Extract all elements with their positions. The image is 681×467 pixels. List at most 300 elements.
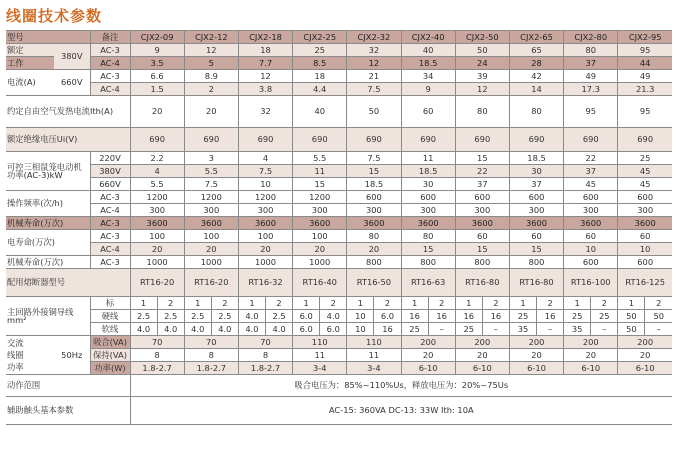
value-cell: 49 [618,70,672,83]
value-cell: 600 [564,191,618,204]
value-cell: 690 [401,128,455,152]
value-cell: 60 [401,96,455,128]
wire-value: 1 [509,297,536,310]
value-cell: RT16-32 [238,269,292,297]
wire-value: 1 [130,297,157,310]
wire-value: 2 [266,297,293,310]
value-cell: 65 [509,44,563,57]
wire-value: 2 [211,297,238,310]
ith-label: 约定自由空气发热电流Ith(A) [6,96,130,128]
wire-soft [6,323,672,336]
wire-value: 4.0 [157,323,184,336]
value-cell: 600 [618,191,672,204]
wire-value: 25 [591,310,618,323]
value-cell: 11 [293,349,347,362]
value-cell: 200 [401,336,455,349]
value-cell: 20 [130,243,184,256]
value-cell: 3600 [293,217,347,230]
value-cell: RT16-50 [347,269,401,297]
power-row [6,165,672,178]
value-cell: 9 [401,83,455,96]
wire-value: 16 [537,310,564,323]
mech1-row [6,217,672,230]
action-text: 吸合电压为：85%~110%Us，释放电压为：20%~75Us [130,375,672,397]
value-cell: 15 [401,243,455,256]
value-cell: 800 [455,256,509,269]
wire-value: 2 [645,297,672,310]
wire-value: 1 [238,297,265,310]
wire-value: 2 [320,297,347,310]
value-cell: 1000 [130,256,184,269]
value-cell: 21 [347,70,401,83]
value-cell: 20 [618,349,672,362]
sub-label: AC-3 [90,217,130,230]
model-header: CJX2-95 [618,31,672,44]
value-cell: 2 [184,83,238,96]
freq-ac3 [6,191,672,204]
sub-label: AC-3 [90,70,130,83]
value-cell: 3 [184,152,238,165]
value-cell: 690 [184,128,238,152]
wire-value: 50 [618,323,645,336]
wire-label: 主回路外接铜导线mm² [6,297,90,336]
value-cell: 20 [238,243,292,256]
ith-row [6,96,672,128]
wire-value: 35 [564,323,591,336]
wire-std-label: 标 [90,297,130,310]
coil-pull-label: 吸合(VA) [90,336,130,349]
rated-row [6,44,672,57]
value-cell: 34 [401,70,455,83]
value-cell: 1.8-2.7 [238,362,292,375]
value-cell: 690 [564,128,618,152]
value-cell: 20 [455,349,509,362]
value-cell: 3-4 [347,362,401,375]
wire-value: 1 [618,297,645,310]
value-cell: 60 [564,230,618,243]
value-cell: 44 [618,57,672,70]
wire-value: – [645,323,672,336]
value-cell: 8 [130,349,184,362]
value-cell: 21.3 [618,83,672,96]
value-cell: 1200 [130,191,184,204]
value-cell: 60 [618,230,672,243]
value-cell: 22 [564,152,618,165]
value-cell: 600 [347,191,401,204]
sub-label: AC-4 [90,83,130,96]
value-cell: 11 [401,152,455,165]
action-row [6,375,672,397]
value-cell: 3600 [184,217,238,230]
value-cell: 20 [293,243,347,256]
value-cell: 10 [238,178,292,191]
value-cell: 300 [455,204,509,217]
wire-value: 10 [347,310,374,323]
value-cell: 70 [130,336,184,349]
rated-label: 额定 [6,44,54,57]
value-cell: 7.5 [347,83,401,96]
value-cell: 45 [564,178,618,191]
value-cell: 3600 [347,217,401,230]
value-cell: 60 [509,230,563,243]
fuse-label: 配用熔断器型号 [6,269,130,297]
value-cell: 5.5 [130,178,184,191]
value-cell: 37 [509,178,563,191]
value-cell: 300 [347,204,401,217]
value-cell: 1.8-2.7 [184,362,238,375]
value-cell: 300 [401,204,455,217]
wire-value: 2 [157,297,184,310]
value-cell: 690 [455,128,509,152]
model-header: CJX2-80 [564,31,618,44]
value-cell: 15 [509,243,563,256]
value-cell: 600 [564,256,618,269]
value-cell: 80 [401,230,455,243]
coil-parameters-table [6,30,672,425]
current-label: 电流(A) [6,70,54,96]
value-cell: 25 [618,152,672,165]
value-cell: 7.5 [347,152,401,165]
value-cell: 10 [564,243,618,256]
sub-label: AC-4 [90,204,130,217]
wire-hard [6,310,672,323]
value-cell: 100 [293,230,347,243]
aux-label: 辅助触头基本参数 [6,397,130,425]
wire-value: – [591,323,618,336]
value-cell: 12 [184,44,238,57]
value-cell: 300 [618,204,672,217]
elec-life-label: 电寿命(万次) [6,230,90,256]
value-cell: 300 [509,204,563,217]
sub-label: AC-3 [90,256,130,269]
coil-power-label: 功率(W) [90,362,130,375]
wire-value: 4.0 [211,323,238,336]
note-label: 备注 [90,31,130,44]
coil-label-line: 交流 [7,338,24,348]
action-label: 动作范围 [6,375,130,397]
value-cell: 15 [455,243,509,256]
value-cell: 70 [238,336,292,349]
wire-value: 35 [509,323,536,336]
current660-ac3 [6,70,672,83]
value-cell: RT16-80 [509,269,563,297]
current660-ac4 [6,83,672,96]
value-cell: 3600 [455,217,509,230]
value-cell: 3600 [618,217,672,230]
value-cell: 8 [238,349,292,362]
wire-value: 2.5 [130,310,157,323]
value-cell: 95 [564,96,618,128]
value-cell: 800 [347,256,401,269]
value-cell: 15 [455,152,509,165]
value-cell: 6-10 [401,362,455,375]
value-cell: 6.6 [130,70,184,83]
value-cell: 4 [238,152,292,165]
wire-value: 1 [564,297,591,310]
value-cell: 24 [455,57,509,70]
value-cell: 18 [238,44,292,57]
value-cell: 80 [564,44,618,57]
value-cell: RT16-20 [184,269,238,297]
wire-soft-label: 软线 [90,323,130,336]
wire-value: 4.0 [130,323,157,336]
wire-value: 1 [401,297,428,310]
model-header: CJX2-40 [401,31,455,44]
value-cell: 45 [618,165,672,178]
value-cell: 17.3 [564,83,618,96]
wire-value: 2 [428,297,455,310]
value-cell: 7.7 [238,57,292,70]
power-voltage: 220V [90,152,130,165]
sub-label: AC-3 [90,191,130,204]
wire-value: 2 [482,297,509,310]
value-cell: 7.5 [184,178,238,191]
value-cell: 20 [130,96,184,128]
value-cell: 11 [293,165,347,178]
value-cell: 20 [347,243,401,256]
value-cell: 690 [293,128,347,152]
value-cell: 690 [130,128,184,152]
model-header: CJX2-09 [130,31,184,44]
wire-value: 4.0 [238,323,265,336]
value-cell: 300 [130,204,184,217]
model-header: CJX2-18 [238,31,292,44]
value-cell: 20 [509,349,563,362]
wire-std [6,297,672,310]
wire-value: 2.5 [157,310,184,323]
value-cell: 690 [509,128,563,152]
value-cell: 95 [618,96,672,128]
value-cell: 18.5 [401,57,455,70]
value-cell: 5.5 [184,165,238,178]
value-cell: 39 [455,70,509,83]
wire-value: 6.0 [320,323,347,336]
value-cell: 100 [130,230,184,243]
value-cell: 40 [401,44,455,57]
value-cell: 15 [293,178,347,191]
value-cell: RT16-40 [293,269,347,297]
value-cell: 18.5 [347,178,401,191]
value-cell: 30 [401,178,455,191]
value-cell: 1.5 [130,83,184,96]
power-row [6,152,672,165]
value-cell: 5.5 [293,152,347,165]
wire-value: 4.0 [320,310,347,323]
wire-value: 25 [564,310,591,323]
coil-power [6,362,672,375]
wire-value: 4.0 [266,323,293,336]
header-row [6,31,672,44]
value-cell: 690 [238,128,292,152]
value-cell: 45 [618,178,672,191]
value-cell: 80 [509,96,563,128]
value-cell: 28 [509,57,563,70]
value-cell: 800 [509,256,563,269]
value-cell: 690 [618,128,672,152]
value-cell: 3600 [509,217,563,230]
value-cell: 1000 [238,256,292,269]
value-cell: 1200 [238,191,292,204]
coil-freq: 50Hz [54,336,90,375]
value-cell: 110 [293,336,347,349]
wire-value: 16 [374,323,401,336]
value-cell: 4 [130,165,184,178]
value-cell: RT16-100 [564,269,618,297]
value-cell: 5 [184,57,238,70]
wire-value: 2.5 [211,310,238,323]
wire-value: 2 [374,297,401,310]
value-cell: 22 [455,165,509,178]
value-cell: 6-10 [455,362,509,375]
value-cell: RT16-80 [455,269,509,297]
value-cell: 3600 [564,217,618,230]
sub-label: AC-3 [90,230,130,243]
wire-value: 2.5 [266,310,293,323]
wire-value: 25 [455,323,482,336]
power-voltage: 380V [90,165,130,178]
value-cell: 6-10 [618,362,672,375]
wire-value: 16 [428,310,455,323]
value-cell: RT16-125 [618,269,672,297]
value-cell: 20 [564,349,618,362]
value-cell: 80 [347,230,401,243]
value-cell: 49 [564,70,618,83]
value-cell: 300 [293,204,347,217]
wire-value: 6.0 [293,323,320,336]
sub-label: AC-4 [90,57,130,70]
wire-value: 2 [537,297,564,310]
value-cell: 9 [130,44,184,57]
coil-label [6,336,54,375]
fuse-row [6,269,672,297]
value-cell: 1000 [293,256,347,269]
freq-ac4 [6,204,672,217]
value-cell: 7.5 [238,165,292,178]
freq-label: 操作频率(次/h) [6,191,90,217]
value-cell: 3-4 [293,362,347,375]
value-cell: 20 [184,243,238,256]
value-cell: 80 [455,96,509,128]
value-cell: 11 [347,349,401,362]
sub-label: AC-4 [90,243,130,256]
wire-hard-label: 硬线 [90,310,130,323]
value-cell: 20 [184,96,238,128]
value-cell: 12 [238,70,292,83]
mech2-row [6,256,672,269]
wire-value: 6.0 [293,310,320,323]
elec-ac4 [6,243,672,256]
value-cell: 4.4 [293,83,347,96]
value-cell: 3600 [401,217,455,230]
power-voltage: 660V [90,178,130,191]
value-cell: 2.2 [130,152,184,165]
value-cell: 600 [618,256,672,269]
value-cell: 14 [509,83,563,96]
model-header: CJX2-12 [184,31,238,44]
value-cell: 100 [184,230,238,243]
model-header: CJX2-50 [455,31,509,44]
wire-value: – [482,323,509,336]
wire-value: 1 [293,297,320,310]
value-cell: RT16-20 [130,269,184,297]
value-cell: 6-10 [564,362,618,375]
coil-label-line: 功率 [7,362,24,372]
value-cell: 30 [509,165,563,178]
value-cell: 600 [509,191,563,204]
value-cell: 3600 [238,217,292,230]
value-cell: 32 [347,44,401,57]
value-cell: 200 [618,336,672,349]
coil-label-line: 线圈 [7,350,24,360]
value-cell: 300 [184,204,238,217]
value-cell: 37 [564,57,618,70]
value-cell: 300 [238,204,292,217]
wire-value: 4.0 [238,310,265,323]
value-cell: 8.9 [184,70,238,83]
power-row [6,178,672,191]
value-cell: 1200 [184,191,238,204]
value-cell: 60 [455,230,509,243]
value-cell: 600 [455,191,509,204]
value-cell: 110 [347,336,401,349]
wire-value: 16 [482,310,509,323]
value-cell: 6-10 [509,362,563,375]
wire-value: 25 [509,310,536,323]
wire-value: 2.5 [184,310,211,323]
value-cell: 200 [564,336,618,349]
coil-hold [6,349,672,362]
value-cell: 10 [618,243,672,256]
value-cell: 37 [455,178,509,191]
wire-value: 1 [347,297,374,310]
work-label: 工作 [6,57,54,70]
value-cell: 18.5 [401,165,455,178]
value-cell: 50 [347,96,401,128]
wire-value: 16 [401,310,428,323]
wire-value: 4.0 [184,323,211,336]
value-cell: 200 [509,336,563,349]
value-cell: 100 [238,230,292,243]
rated-voltage: 380V [54,44,90,70]
value-cell: 200 [455,336,509,349]
wire-value: 10 [347,323,374,336]
wire-value: 50 [645,310,672,323]
ui-label: 额定绝缘电压Ui(V) [6,128,130,152]
coil-hold-label: 保持(VA) [90,349,130,362]
value-cell: 600 [401,191,455,204]
wire-value: 1 [184,297,211,310]
value-cell: 690 [347,128,401,152]
value-cell: 8 [184,349,238,362]
value-cell: 8.5 [293,57,347,70]
current-voltage: 660V [54,70,90,96]
model-header: CJX2-32 [347,31,401,44]
coil-pull [6,336,672,349]
power-label: 可控三相鼠笼电动机功率(AC-3)kW [6,152,90,191]
aux-text: AC-15: 360VA DC-13: 33W Ith: 10A [130,397,672,425]
wire-value: 50 [618,310,645,323]
value-cell: 800 [401,256,455,269]
value-cell: 42 [509,70,563,83]
mech-life-label: 机械寿命(万次) [6,256,90,269]
value-cell: 15 [347,165,401,178]
wire-value: 16 [455,310,482,323]
page-title: 线圈技术参数 [6,7,103,25]
value-cell: 1.8-2.7 [130,362,184,375]
value-cell: 37 [564,165,618,178]
value-cell: RT16-63 [401,269,455,297]
model-header: CJX2-65 [509,31,563,44]
